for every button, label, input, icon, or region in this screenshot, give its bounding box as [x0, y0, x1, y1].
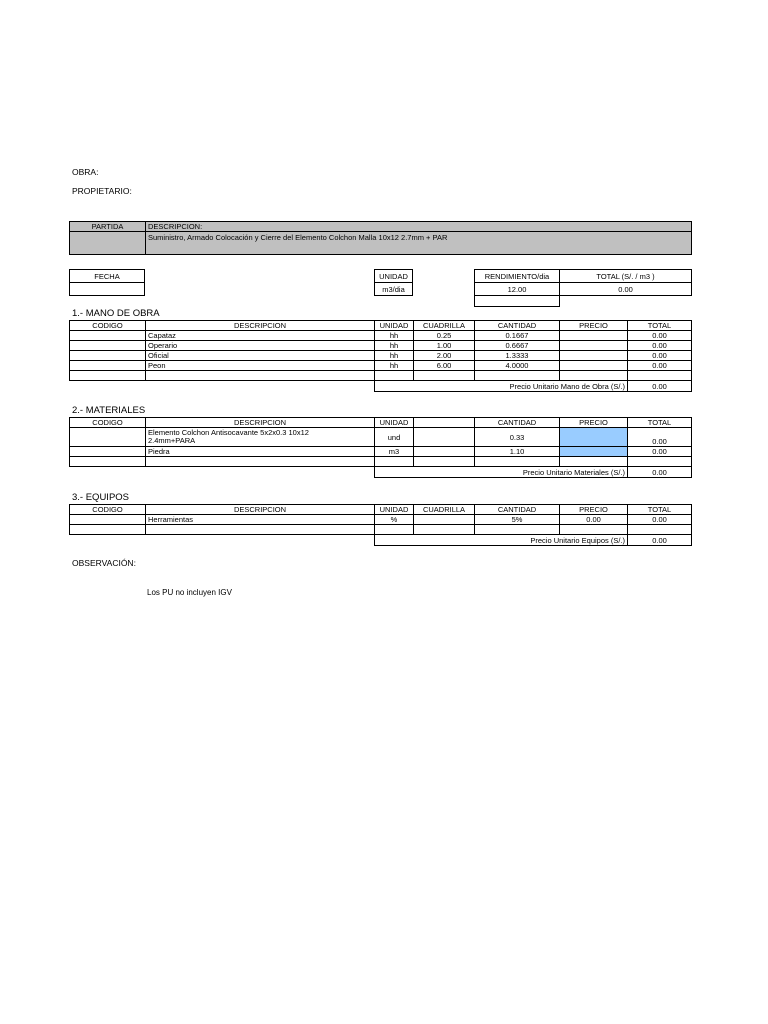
row-unidad: hh — [375, 331, 414, 341]
row-cuadrilla: 1.00 — [414, 341, 475, 351]
table-row — [70, 351, 692, 361]
col-cuadrilla: CUADRILLA — [414, 321, 475, 331]
row-descripcion: Oficial — [146, 351, 375, 361]
col-unidad: UNIDAD — [375, 418, 414, 428]
row-cantidad: 0.6667 — [475, 341, 560, 351]
row-descripcion: Capataz — [146, 331, 375, 341]
row-precio — [560, 361, 628, 371]
materiales-subtotal-value: 0.00 — [628, 467, 692, 478]
table-row — [70, 515, 692, 525]
row-precio — [560, 341, 628, 351]
fecha-table — [69, 269, 145, 296]
obra-label: OBRA: — [72, 167, 99, 177]
materiales-title: 2.- MATERIALES — [72, 405, 146, 416]
row-cuadrilla: 0.25 — [414, 331, 475, 341]
row-descripcion: Peon — [146, 361, 375, 371]
fecha-label: FECHA — [70, 270, 145, 283]
row-cuadrilla — [414, 447, 475, 457]
partida-table — [69, 221, 692, 255]
rendimiento-value: 12.00 — [475, 283, 560, 296]
equipos-title: 3.- EQUIPOS — [72, 492, 130, 503]
equipos-subtotal-label: Precio Unitario Equipos (S/.) — [375, 535, 628, 546]
col-precio: PRECIO — [560, 418, 628, 428]
mano-obra-table — [69, 320, 692, 392]
row-descripcion: Herramientas — [146, 515, 375, 525]
row-total: 0.00 — [628, 341, 692, 351]
descripcion-header: DESCRIPCION: — [146, 222, 692, 232]
observacion-note: Los PU no incluyen IGV — [147, 588, 232, 597]
row-unidad: und — [375, 428, 414, 447]
row-unidad: m3 — [375, 447, 414, 457]
row-cantidad: 0.33 — [475, 428, 560, 447]
unidad-value: m3/dia — [375, 283, 413, 296]
equipos-table — [69, 504, 692, 546]
row-precio-input[interactable] — [560, 447, 628, 457]
row-cuadrilla — [414, 428, 475, 447]
row-descripcion-line2: 2.4mm+PARA — [148, 436, 196, 445]
row-cantidad: 1.3333 — [475, 351, 560, 361]
row-unidad: hh — [375, 361, 414, 371]
row-cantidad: 0.1667 — [475, 331, 560, 341]
row-total: 0.00 — [628, 361, 692, 371]
row-precio: 0.00 — [560, 515, 628, 525]
table-row — [70, 331, 692, 341]
table-row — [70, 361, 692, 371]
mano-obra-subtotal-value: 0.00 — [628, 381, 692, 392]
table-row-empty — [70, 371, 692, 381]
row-unidad: hh — [375, 351, 414, 361]
col-precio: PRECIO — [560, 321, 628, 331]
rendimiento-extra-cell — [475, 296, 560, 307]
row-cantidad: 5% — [475, 515, 560, 525]
col-descripcion: DESCRIPCION — [146, 321, 375, 331]
col-codigo: CODIGO — [70, 418, 146, 428]
row-precio — [560, 331, 628, 341]
row-descripcion: Operario — [146, 341, 375, 351]
equipos-subtotal-value: 0.00 — [628, 535, 692, 546]
row-precio-input[interactable] — [560, 428, 628, 447]
row-cuadrilla — [414, 515, 475, 525]
table-row-empty — [70, 525, 692, 535]
unidad-table — [374, 269, 413, 296]
row-unidad: hh — [375, 341, 414, 351]
col-cantidad: CANTIDAD — [475, 505, 560, 515]
materiales-table — [69, 417, 692, 478]
row-total: 0.00 — [628, 351, 692, 361]
col-cuadrilla: CUADRILLA — [414, 505, 475, 515]
col-total: TOTAL — [628, 418, 692, 428]
row-total: 0.00 — [628, 515, 692, 525]
observacion-label: OBSERVACIÓN: — [72, 558, 136, 568]
total-label: TOTAL (S/. / m3 ) — [560, 270, 692, 283]
fecha-value — [70, 283, 145, 296]
row-precio — [560, 351, 628, 361]
rendimiento-table — [474, 269, 692, 307]
row-total: 0.00 — [628, 428, 692, 447]
col-unidad: UNIDAD — [375, 321, 414, 331]
total-value: 0.00 — [560, 283, 692, 296]
row-unidad: % — [375, 515, 414, 525]
table-row-empty — [70, 457, 692, 467]
col-cantidad: CANTIDAD — [475, 418, 560, 428]
col-descripcion: DESCRIPCION — [146, 505, 375, 515]
table-row — [70, 428, 692, 447]
row-cantidad: 1.10 — [475, 447, 560, 457]
row-descripcion-line1: Elemento Colchon Antisocavante 5x2x0.3 10x12 — [148, 428, 309, 437]
row-cantidad: 4.0000 — [475, 361, 560, 371]
col-precio: PRECIO — [560, 505, 628, 515]
col-codigo: CODIGO — [70, 321, 146, 331]
propietario-label: PROPIETARIO: — [72, 186, 132, 196]
row-cuadrilla: 2.00 — [414, 351, 475, 361]
col-cuadrilla — [414, 418, 475, 428]
table-row — [70, 447, 692, 457]
row-descripcion — [146, 428, 375, 447]
materiales-subtotal-label: Precio Unitario Materiales (S/.) — [375, 467, 628, 478]
row-cuadrilla: 6.00 — [414, 361, 475, 371]
row-total: 0.00 — [628, 331, 692, 341]
col-unidad: UNIDAD — [375, 505, 414, 515]
partida-header: PARTIDA — [70, 222, 146, 232]
col-total: TOTAL — [628, 505, 692, 515]
table-row — [70, 341, 692, 351]
row-total: 0.00 — [628, 447, 692, 457]
partida-code-cell — [70, 232, 146, 255]
unidad-label: UNIDAD — [375, 270, 413, 283]
mano-obra-title: 1.- MANO DE OBRA — [72, 308, 160, 319]
rendimiento-label: RENDIMIENTO/dia — [475, 270, 560, 283]
partida-description: Suministro, Armado Colocación y Cierre del Elemento Colchon Malla 10x12 2.7mm + PAR — [146, 232, 692, 255]
col-descripcion: DESCRIPCION — [146, 418, 375, 428]
mano-obra-subtotal-label: Precio Unitario Mano de Obra (S/.) — [375, 381, 628, 392]
col-codigo: CODIGO — [70, 505, 146, 515]
col-total: TOTAL — [628, 321, 692, 331]
col-cantidad: CANTIDAD — [475, 321, 560, 331]
row-descripcion: Piedra — [146, 447, 375, 457]
